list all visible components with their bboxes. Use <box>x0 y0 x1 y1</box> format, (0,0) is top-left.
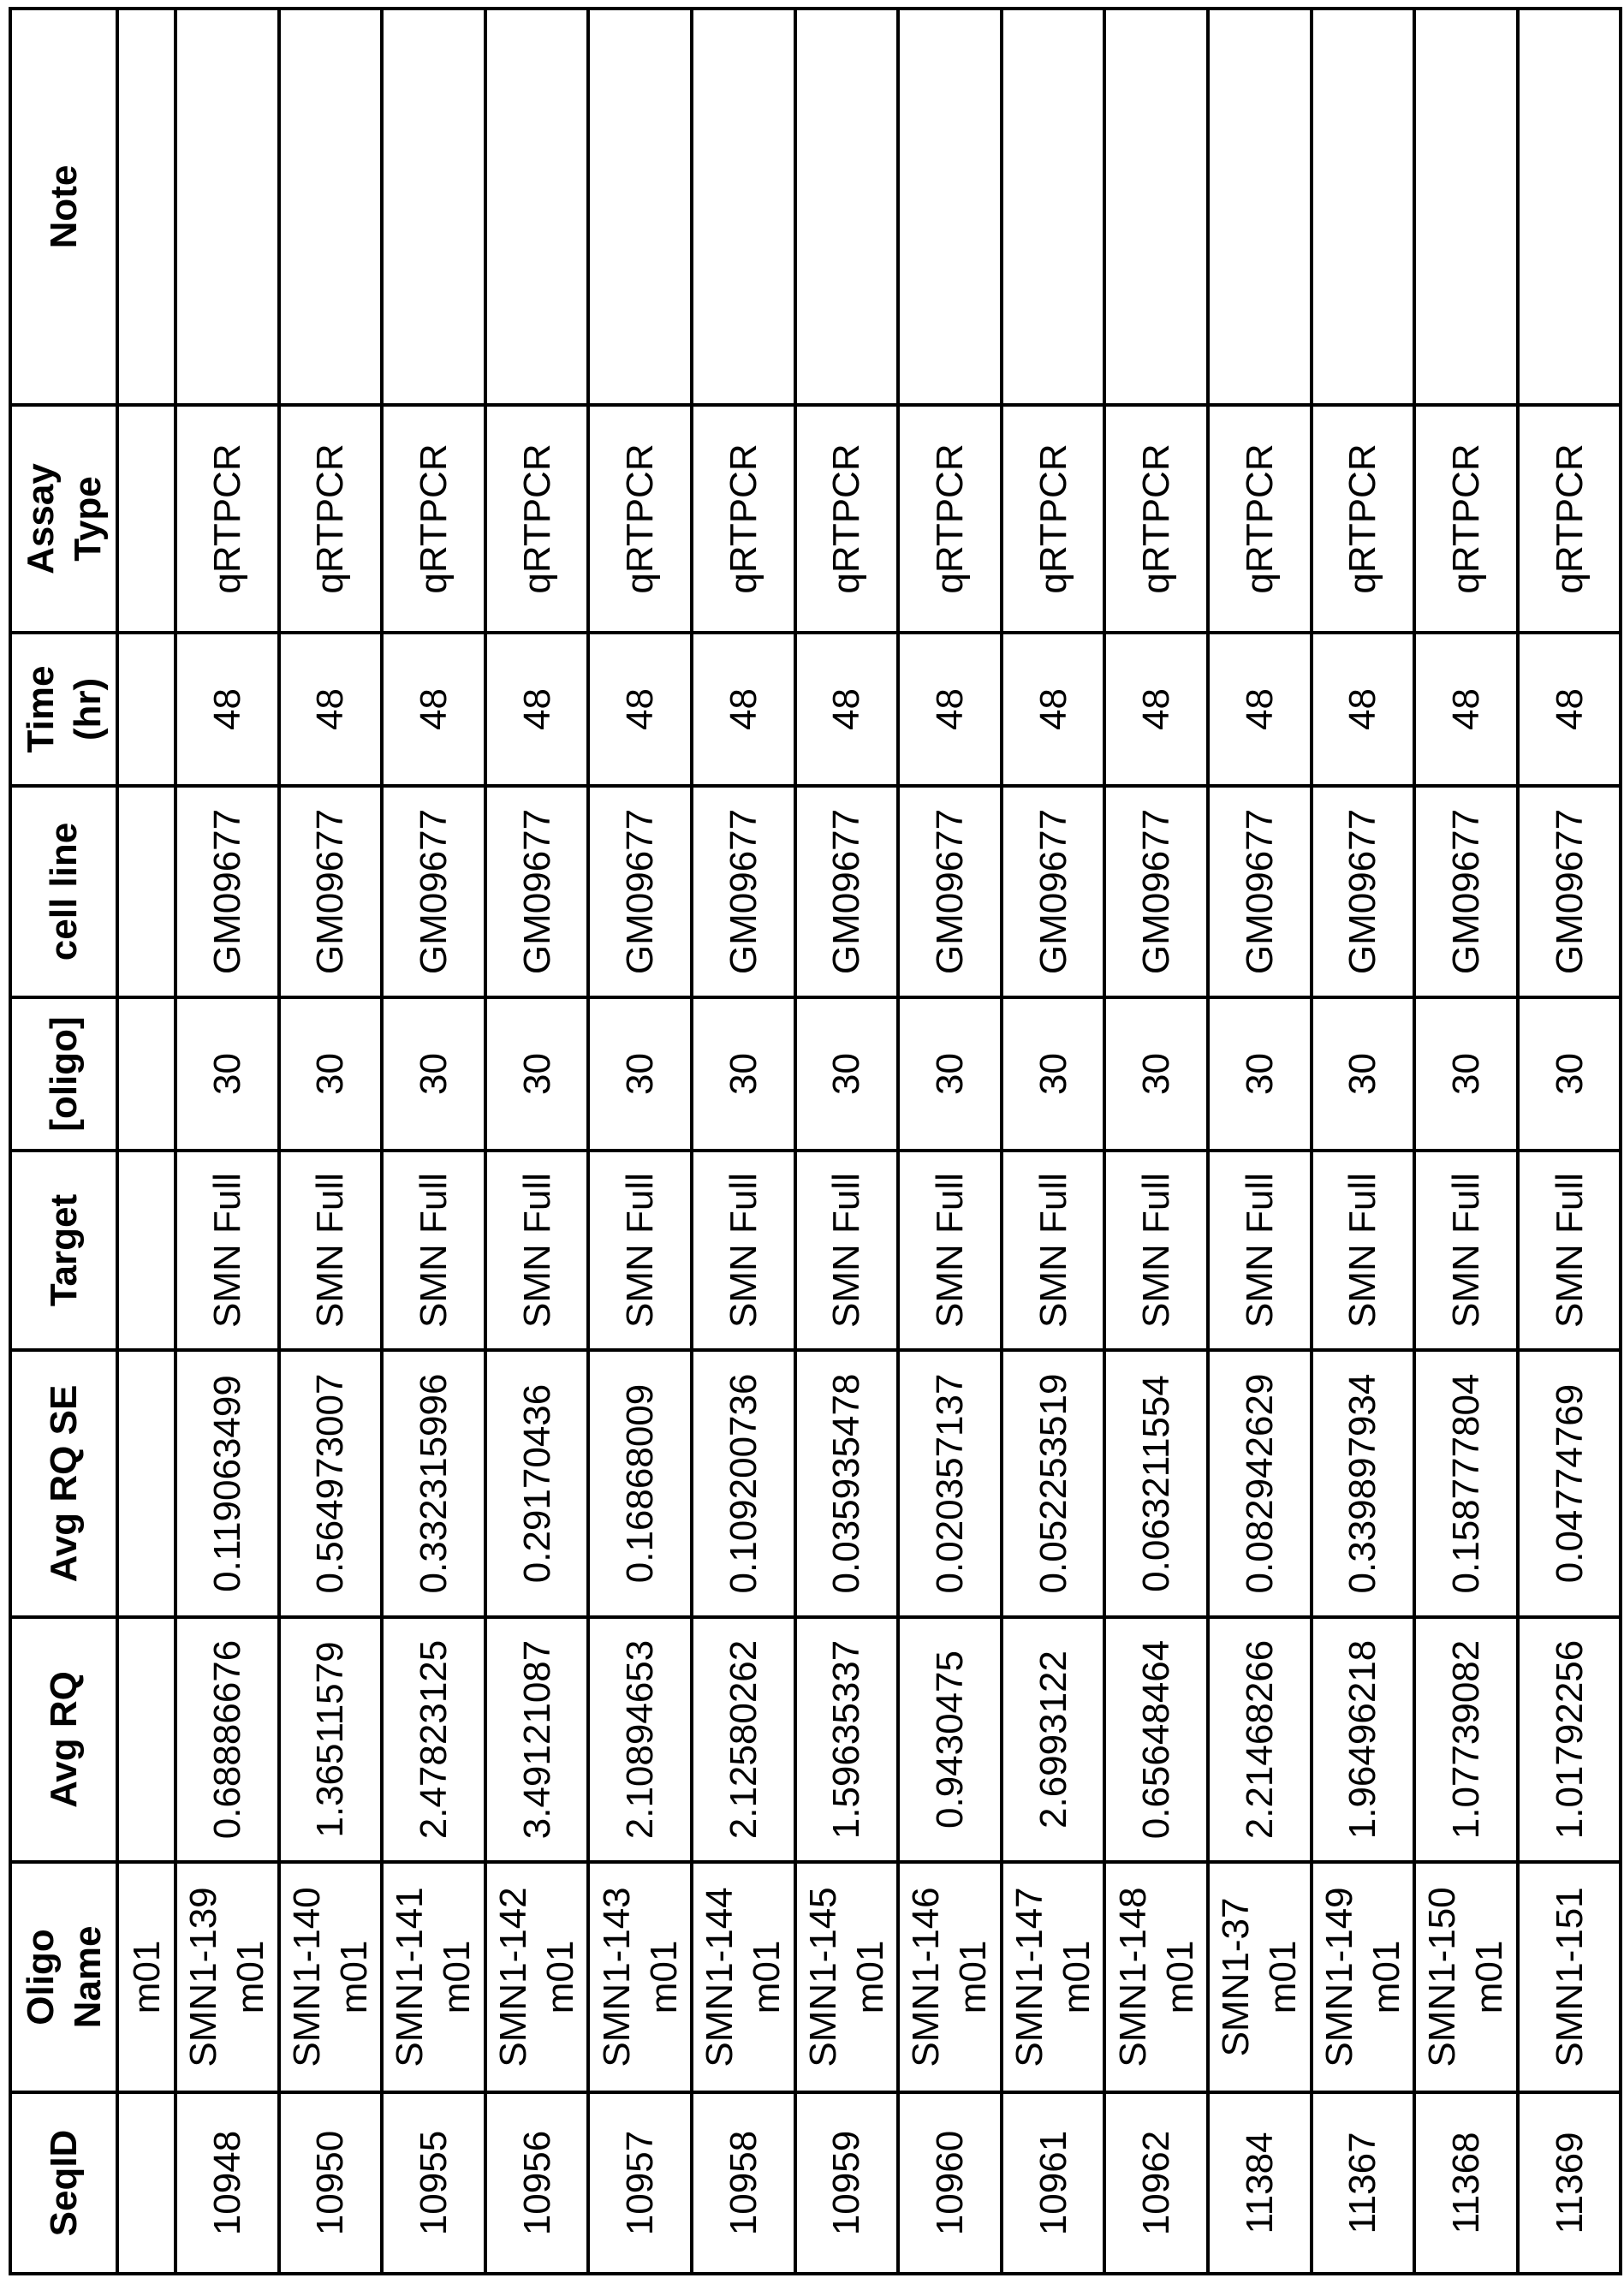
oligo-name-line: SMN1-148 <box>1109 1874 1157 2080</box>
header-time: Time (hr) <box>10 633 117 786</box>
cell-time: 48 <box>692 633 795 786</box>
cell-cell-line: GM09677 <box>692 786 795 997</box>
cell-assay-type: qRTPCR <box>1312 405 1415 633</box>
cell-cell-line: GM09677 <box>1002 786 1105 997</box>
cell-avg-rq-se: 0.04774769 <box>1518 1350 1621 1617</box>
cell-avg-rq: 2.10894653 <box>588 1617 692 1862</box>
oligo-name-line: SMN1-142 <box>490 1874 537 2080</box>
cell-avg-rq: 1.07739082 <box>1414 1617 1518 1862</box>
cell-assay-type: qRTPCR <box>485 405 589 633</box>
cell-seqid: 10959 <box>795 2092 899 2274</box>
cell-avg-rq: 0.65648464 <box>1104 1617 1208 1862</box>
cell-seqid: 10956 <box>485 2092 589 2274</box>
cell-oligo-name <box>279 1862 383 2092</box>
cell-assay-type: qRTPCR <box>1414 405 1518 633</box>
cell-avg-rq: 0.68886676 <box>175 1617 279 1862</box>
cell-avg-rq-se: 0.339897934 <box>1312 1350 1415 1617</box>
oligo-name-line: SMN1-149 <box>1316 1874 1363 2080</box>
cell-note <box>1414 9 1518 405</box>
cell-seqid: 10962 <box>1104 2092 1208 2274</box>
oligo-name-line: m01 <box>1259 1874 1306 2080</box>
cell-time: 48 <box>1518 633 1621 786</box>
header-target: Target <box>10 1151 117 1350</box>
cell-cell-line <box>117 786 175 997</box>
table-row <box>382 9 485 2274</box>
cell-assay-type: qRTPCR <box>175 405 279 633</box>
cell-seqid <box>117 2092 175 2274</box>
cell-oligo-conc: 30 <box>485 997 589 1151</box>
cell-assay-type <box>117 405 175 633</box>
cell-time <box>117 633 175 786</box>
table-row <box>1208 9 1312 2274</box>
cell-seqid: 10960 <box>898 2092 1002 2274</box>
cell-target <box>117 1151 175 1350</box>
cell-assay-type: qRTPCR <box>1002 405 1105 633</box>
oligo-name-line: SMN1-145 <box>800 1874 847 2080</box>
oligo-name-line: SMN1-151 <box>1546 1874 1593 2080</box>
cell-oligo-name <box>588 1862 692 2092</box>
header-note: Note <box>10 9 117 405</box>
table-row <box>588 9 692 2274</box>
oligo-name-line: m01 <box>433 1874 480 2080</box>
cell-avg-rq: 1.59635337 <box>795 1617 899 1862</box>
cell-assay-type: qRTPCR <box>1518 405 1621 633</box>
oligo-name-line: SMN1-144 <box>696 1874 743 2080</box>
cell-oligo-name <box>1104 1862 1208 2092</box>
cell-time: 48 <box>795 633 899 786</box>
cell-seqid: 10957 <box>588 2092 692 2274</box>
cell-target: SMN Full <box>1104 1151 1208 1350</box>
cell-cell-line: GM09677 <box>485 786 589 997</box>
oligo-name-line: SMN1-146 <box>902 1874 949 2080</box>
cell-note <box>588 9 692 405</box>
oligo-name-line: m01 <box>330 1874 378 2080</box>
cell-cell-line: GM09677 <box>898 786 1002 997</box>
cell-time: 48 <box>382 633 485 786</box>
cell-avg-rq-se: 0.16868009 <box>588 1350 692 1617</box>
cell-cell-line: GM09677 <box>1312 786 1415 997</box>
oligo-name-line: m01 <box>227 1874 274 2080</box>
cell-avg-rq: 3.49121087 <box>485 1617 589 1862</box>
cell-avg-rq: 2.12580262 <box>692 1617 795 1862</box>
table-row <box>1312 9 1415 2274</box>
cell-note <box>1104 9 1208 405</box>
cell-avg-rq: 0.9430475 <box>898 1617 1002 1862</box>
cell-cell-line: GM09677 <box>1414 786 1518 997</box>
cell-note <box>1518 9 1621 405</box>
table-row <box>175 9 279 2274</box>
cell-seqid: 10955 <box>382 2092 485 2274</box>
header-avg-rq: Avg RQ <box>10 1617 117 1862</box>
cell-target: SMN Full <box>485 1151 589 1350</box>
oligo-name-line: m01 <box>1053 1874 1100 2080</box>
oligo-name-line: SMN1-140 <box>283 1874 330 2080</box>
header-row <box>10 9 117 2274</box>
header-oligo-name: Oligo Name <box>10 1862 117 2092</box>
cell-cell-line: GM09677 <box>795 786 899 997</box>
cell-cell-line: GM09677 <box>382 786 485 997</box>
oligo-name-line: SMN1-139 <box>180 1874 227 2080</box>
cell-oligo-conc: 30 <box>1312 997 1415 1151</box>
table-row <box>795 9 899 2274</box>
cell-note <box>279 9 383 405</box>
cell-note <box>692 9 795 405</box>
cell-oligo-name <box>1414 1862 1518 2092</box>
cell-avg-rq: 1.96496218 <box>1312 1617 1415 1862</box>
cell-time: 48 <box>279 633 383 786</box>
cell-avg-rq-se <box>117 1350 175 1617</box>
cell-time: 48 <box>1002 633 1105 786</box>
cell-target: SMN Full <box>175 1151 279 1350</box>
table-row <box>1002 9 1105 2274</box>
cell-avg-rq <box>117 1617 175 1862</box>
cell-avg-rq-se: 0.29170436 <box>485 1350 589 1617</box>
cell-cell-line: GM09677 <box>588 786 692 997</box>
header-seqid: SeqID <box>10 2092 117 2274</box>
cell-note <box>117 9 175 405</box>
cell-seqid: 11368 <box>1414 2092 1518 2274</box>
header-avg-rq-se: Avg RQ SE <box>10 1350 117 1617</box>
rotated-table-container <box>9 10 1620 2275</box>
cell-assay-type: qRTPCR <box>692 405 795 633</box>
cell-assay-type: qRTPCR <box>898 405 1002 633</box>
cell-target: SMN Full <box>1312 1151 1415 1350</box>
cell-avg-rq-se: 0.082942629 <box>1208 1350 1312 1617</box>
cell-avg-rq-se: 0.158777804 <box>1414 1350 1518 1617</box>
cell-assay-type: qRTPCR <box>588 405 692 633</box>
cell-time: 48 <box>1414 633 1518 786</box>
cell-time: 48 <box>175 633 279 786</box>
cell-oligo-conc: 30 <box>1002 997 1105 1151</box>
oligo-name-line: m01 <box>1157 1874 1204 2080</box>
cell-assay-type: qRTPCR <box>1104 405 1208 633</box>
oligo-name-line: SMN1-147 <box>1006 1874 1053 2080</box>
cell-time: 48 <box>1208 633 1312 786</box>
cell-avg-rq: 2.21468266 <box>1208 1617 1312 1862</box>
cell-avg-rq-se: 0.035935478 <box>795 1350 899 1617</box>
cell-oligo-conc: 30 <box>1414 997 1518 1151</box>
cell-note <box>175 9 279 405</box>
oligo-name-line: m01 <box>537 1874 584 2080</box>
cell-avg-rq-se: 0.564973007 <box>279 1350 383 1617</box>
cell-seqid: 10961 <box>1002 2092 1105 2274</box>
cell-avg-rq: 1.01792256 <box>1518 1617 1621 1862</box>
cell-oligo-conc <box>117 997 175 1151</box>
cell-seqid: 11369 <box>1518 2092 1621 2274</box>
cell-oligo-conc: 30 <box>1208 997 1312 1151</box>
cell-assay-type: qRTPCR <box>382 405 485 633</box>
cell-note <box>1208 9 1312 405</box>
oligo-name-line: m01 <box>743 1874 790 2080</box>
cell-target: SMN Full <box>588 1151 692 1350</box>
cell-assay-type: qRTPCR <box>1208 405 1312 633</box>
cell-target: SMN Full <box>1208 1151 1312 1350</box>
cell-time: 48 <box>588 633 692 786</box>
results-table <box>9 7 1622 2275</box>
cell-seqid: 11384 <box>1208 2092 1312 2274</box>
cell-avg-rq-se: 0.109200736 <box>692 1350 795 1617</box>
cell-oligo-name <box>1208 1862 1312 2092</box>
cell-oligo-name <box>1002 1862 1105 2092</box>
table-row <box>279 9 383 2274</box>
cell-avg-rq-se: 0.052253519 <box>1002 1350 1105 1617</box>
cell-avg-rq: 1.36511579 <box>279 1617 383 1862</box>
cell-oligo-name <box>175 1862 279 2092</box>
cell-assay-type: qRTPCR <box>795 405 899 633</box>
oligo-name-line: m01 <box>1466 1874 1513 2080</box>
cell-avg-rq-se: 0.332315996 <box>382 1350 485 1617</box>
oligo-name-line: SMN1-143 <box>593 1874 640 2080</box>
cell-cell-line: GM09677 <box>279 786 383 997</box>
table-row <box>1104 9 1208 2274</box>
cell-cell-line: GM09677 <box>1208 786 1312 997</box>
cell-target: SMN Full <box>382 1151 485 1350</box>
cell-note <box>485 9 589 405</box>
cell-avg-rq-se: 0.020357137 <box>898 1350 1002 1617</box>
table-row <box>1518 9 1621 2274</box>
cell-note <box>795 9 899 405</box>
header-assay-type: Assay Type <box>10 405 117 633</box>
cell-cell-line: GM09677 <box>1518 786 1621 997</box>
header-cell-line: cell line <box>10 786 117 997</box>
cell-oligo-conc: 30 <box>1518 997 1621 1151</box>
cell-avg-rq-se: 0.119063499 <box>175 1350 279 1617</box>
cell-oligo-conc: 30 <box>898 997 1002 1151</box>
cell-time: 48 <box>485 633 589 786</box>
cell-seqid: 11367 <box>1312 2092 1415 2274</box>
cell-oligo-name <box>485 1862 589 2092</box>
oligo-name-line: m01 <box>949 1874 996 2080</box>
cell-target: SMN Full <box>1002 1151 1105 1350</box>
table-row <box>485 9 589 2274</box>
oligo-name-line: SMN1-37 <box>1212 1874 1259 2080</box>
cell-seqid: 10948 <box>175 2092 279 2274</box>
cell-oligo-name <box>898 1862 1002 2092</box>
cell-seqid: 10958 <box>692 2092 795 2274</box>
cell-avg-rq: 2.6993122 <box>1002 1617 1105 1862</box>
cell-oligo-conc: 30 <box>175 997 279 1151</box>
cell-target: SMN Full <box>692 1151 795 1350</box>
cell-note <box>382 9 485 405</box>
cell-note <box>898 9 1002 405</box>
cell-target: SMN Full <box>1518 1151 1621 1350</box>
continuation-row <box>117 9 175 2274</box>
header-oligo-conc: [oligo] <box>10 997 117 1151</box>
table-row <box>1414 9 1518 2274</box>
cell-avg-rq: 2.47823125 <box>382 1617 485 1862</box>
cell-target: SMN Full <box>279 1151 383 1350</box>
cell-seqid: 10950 <box>279 2092 383 2274</box>
cell-oligo-name <box>382 1862 485 2092</box>
cell-oligo-name <box>692 1862 795 2092</box>
oligo-name-line: m01 <box>640 1874 687 2080</box>
cell-oligo-name <box>1312 1862 1415 2092</box>
cell-oligo-name: m01 <box>117 1862 175 2092</box>
oligo-name-line: SMN1-141 <box>386 1874 433 2080</box>
oligo-name-line: SMN1-150 <box>1419 1874 1466 2080</box>
table-row <box>692 9 795 2274</box>
cell-time: 48 <box>1104 633 1208 786</box>
cell-oligo-conc: 30 <box>692 997 795 1151</box>
cell-oligo-conc: 30 <box>382 997 485 1151</box>
oligo-name-line: m01 <box>847 1874 894 2080</box>
cell-assay-type: qRTPCR <box>279 405 383 633</box>
cell-oligo-name <box>795 1862 899 2092</box>
cell-time: 48 <box>1312 633 1415 786</box>
cell-time: 48 <box>898 633 1002 786</box>
cell-oligo-conc: 30 <box>1104 997 1208 1151</box>
cell-oligo-conc: 30 <box>588 997 692 1151</box>
cell-oligo-name <box>1518 1862 1621 2092</box>
cell-note <box>1002 9 1105 405</box>
cell-target: SMN Full <box>898 1151 1002 1350</box>
cell-oligo-conc: 30 <box>795 997 899 1151</box>
cell-cell-line: GM09677 <box>1104 786 1208 997</box>
cell-oligo-conc: 30 <box>279 997 383 1151</box>
cell-avg-rq-se: 0.063211554 <box>1104 1350 1208 1617</box>
oligo-name-line: m01 <box>1363 1874 1410 2080</box>
cell-cell-line: GM09677 <box>175 786 279 997</box>
cell-target: SMN Full <box>1414 1151 1518 1350</box>
cell-target: SMN Full <box>795 1151 899 1350</box>
cell-note <box>1312 9 1415 405</box>
table-row <box>898 9 1002 2274</box>
